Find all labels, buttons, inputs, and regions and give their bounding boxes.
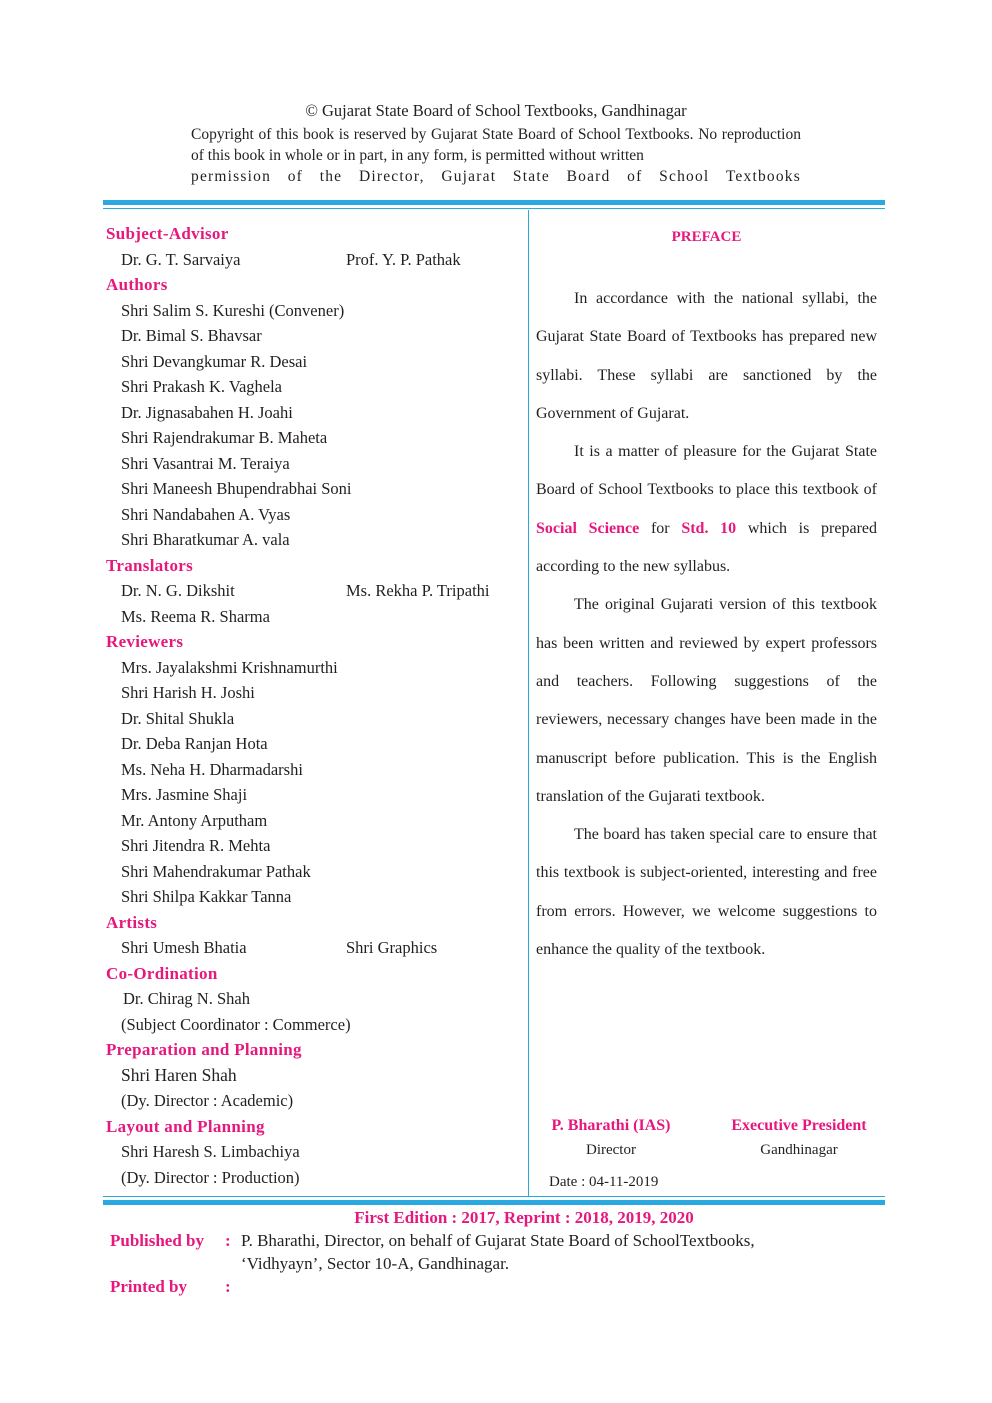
printed-by-value <box>241 1275 890 1298</box>
reviewer-name: Dr. Shital Shukla <box>121 708 235 728</box>
president-title: Executive President <box>731 1117 867 1134</box>
credits-column <box>106 221 524 1190</box>
credit-name: Shri Umesh Bhatia <box>121 938 247 957</box>
subject-advisor-heading: Subject-Advisor <box>106 224 229 243</box>
author-name: Shri Bharatkumar A. vala <box>121 530 290 549</box>
printed-by-colon: : <box>225 1277 231 1296</box>
translators-heading: Translators <box>106 555 194 575</box>
preface-title: PREFACE <box>671 229 742 245</box>
preface-column <box>536 222 877 969</box>
reviewer-name: Shri Mahendrakumar Pathak <box>121 861 311 881</box>
president-location: Gandhinagar <box>760 1142 838 1158</box>
column-divider <box>528 210 529 1196</box>
translators-row <box>106 578 524 604</box>
author-name: Shri Maneesh Bhupendrabhai Soni <box>121 479 352 498</box>
published-by-label: Published by <box>110 1231 205 1250</box>
author-name: Shri Nandabahen A. Vyas <box>121 504 291 524</box>
credit-name: Ms. Rekha P. Tripathi <box>346 581 490 600</box>
publication-info <box>110 1229 890 1298</box>
preface-paragraph <box>536 433 877 586</box>
director-name: P. Bharathi (IAS) <box>551 1117 671 1134</box>
director-role: Director <box>586 1142 636 1158</box>
reviewer-name: Dr. Deba Ranjan Hota <box>121 734 268 753</box>
preface-body <box>536 280 877 969</box>
copyright-notice <box>0 100 992 187</box>
director-signature <box>540 1114 682 1162</box>
preface-paragraph: The board has taken special care to ensure that this textbook is subject-oriented, interesting and free from errors. However, we welcome suggestions to enhance the quality of the textbook. <box>536 826 877 959</box>
author-name: Shri Prakash K. Vaghela <box>121 377 283 396</box>
bottom-rule-thick <box>103 1200 885 1205</box>
artists-row <box>106 935 524 961</box>
credit-name: Ms. Reema R. Sharma <box>121 606 270 626</box>
top-rule-thin <box>103 208 885 209</box>
artists-heading: Artists <box>106 912 158 932</box>
preface-paragraph: The original Gujarati version of this textbook has been written and reviewed by expert professors and teachers. Following suggestions of the reviewers, necessary changes have been made in the manuscript before publication. This is the English translation of the Gujarati textbook. <box>536 596 877 805</box>
reviewer-name: Ms. Neha H. Dharmadarshi <box>121 759 303 779</box>
copyright-last-line: permission of the Director, Gujarat State Board of School Textbooks <box>191 168 801 185</box>
credit-name: Dr. G. T. Sarvaiya <box>121 249 241 269</box>
bottom-rule-thin <box>103 1196 885 1197</box>
preface-text: for <box>639 519 682 537</box>
copyright-body <box>191 124 801 187</box>
edition-line: First Edition : 2017, Reprint : 2018, 2019, 2020 <box>354 1208 694 1227</box>
printed-by-label: Printed by <box>110 1277 187 1296</box>
coordination-heading: Co-Ordination <box>106 963 218 983</box>
authors-heading: Authors <box>106 275 168 294</box>
credit-name: Shri Graphics <box>346 938 438 957</box>
credit-name: Dr. N. G. Dikshit <box>121 581 235 600</box>
standard-highlight: Std. 10 <box>681 519 737 537</box>
credit-name: Shri Haresh S. Limbachiya <box>121 1142 300 1161</box>
credit-name: Prof. Y. P. Pathak <box>346 249 461 269</box>
preface-text: which is prepared according to the new syllabus. <box>536 519 878 576</box>
reviewer-name: Shri Jitendra R. Mehta <box>121 836 271 855</box>
author-name: Dr. Bimal S. Bhavsar <box>121 326 262 345</box>
credit-name: Shri Haren Shah <box>121 1064 237 1085</box>
published-by-line2: ‘Vidhyayn’, Sector 10-A, Gandhinagar. <box>241 1254 510 1273</box>
copyright-text: Copyright of this book is reserved by Gujarat State Board of School Textbooks. No reproduction of this book in whole or in part, in any form, is permitted without written <box>191 126 801 164</box>
reviewer-name: Mr. Antony Arputham <box>121 810 268 830</box>
credit-role: (Dy. Director : Academic) <box>121 1091 294 1110</box>
author-name: Shri Vasantrai M. Teraiya <box>121 453 290 473</box>
president-signature <box>718 1114 880 1162</box>
author-name: Shri Devangkumar R. Desai <box>121 351 308 371</box>
copyright-title: © Gujarat State Board of School Textbooks, Gandhinagar <box>305 101 687 120</box>
author-name: Dr. Jignasabahen H. Joahi <box>121 402 293 422</box>
preface-text: It is a matter of pleasure for the Gujarat State Board of School Textbooks to place this textbook of <box>536 443 877 499</box>
reviewer-name: Mrs. Jayalakshmi Krishnamurthi <box>121 657 338 677</box>
reviewers-heading: Reviewers <box>106 632 184 651</box>
printed-by-row <box>110 1275 890 1298</box>
credit-role: (Dy. Director : Production) <box>121 1167 300 1187</box>
layout-heading: Layout and Planning <box>106 1116 265 1136</box>
author-name: Shri Rajendrakumar B. Maheta <box>121 428 328 447</box>
reviewer-name: Shri Shilpa Kakkar Tanna <box>121 887 292 906</box>
published-by-colon: : <box>225 1231 231 1250</box>
reviewer-name: Mrs. Jasmine Shaji <box>121 785 248 804</box>
credit-name: Dr. Chirag N. Shah <box>123 989 250 1008</box>
subject-highlight: Social Science <box>536 519 640 537</box>
top-rule-thick <box>103 200 885 205</box>
published-by-row <box>110 1229 890 1275</box>
preface-paragraph: In accordance with the national syllabi, the Gujarat State Board of Textbooks has prepared new syllabi. These syllabi are sanctioned by the Government of Gujarat. <box>536 290 877 422</box>
author-name: Shri Salim S. Kureshi (Convener) <box>121 300 345 320</box>
preparation-heading: Preparation and Planning <box>106 1040 302 1059</box>
credit-role: (Subject Coordinator : Commerce) <box>121 1014 351 1034</box>
preface-date: Date : 04-11-2019 <box>549 1174 659 1190</box>
subject-advisor-row <box>106 247 524 273</box>
published-by-line1: P. Bharathi, Director, on behalf of Gujarat State Board of SchoolTextbooks, <box>241 1231 755 1250</box>
reviewer-name: Shri Harish H. Joshi <box>121 683 255 702</box>
